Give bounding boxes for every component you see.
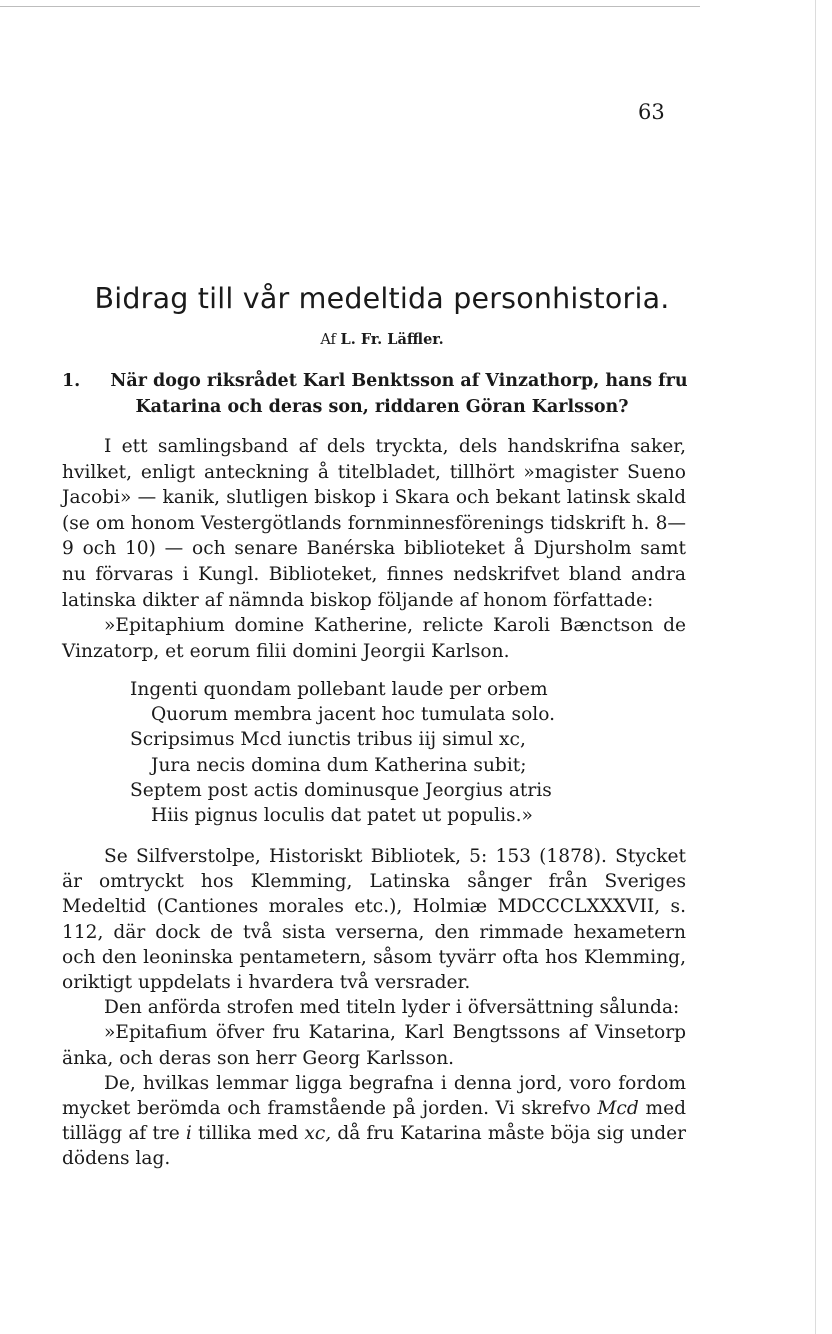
paragraph: »Epitafium öfver fru Katarina, Karl Bengtssons af Vinsetorp änka, och deras son herr Georg Karlsson.	[62, 1022, 686, 1069]
top-rule	[0, 6, 700, 7]
poem-line: Jura necis domina dum Katherina subit;	[151, 754, 527, 776]
text-run: De, hvilkas lemmar ligga begrafna i denna jord, voro fordom mycket berömda och framstående på jorden. Vi skrefvo	[62, 1072, 686, 1120]
paragraph: Den anförda strofen med titeln lyder i öfversättning sålunda:	[104, 997, 680, 1019]
paragraph: »Epitaphium domine Katherine, relicte Karoli Bænctson de Vinzatorp, et eorum filii domini Jeorgii Karlson.	[62, 615, 686, 662]
section-heading-line-2: Katarina och deras son, riddaren Göran Karlsson?	[135, 397, 629, 417]
author-name: L. Fr. Läffler.	[340, 331, 444, 348]
section-heading-line-1: När dogo riksrådet Karl Benktsson af Vinzathorp, hans fru	[110, 371, 688, 391]
paragraph: I ett samlingsband af dels tryckta, dels handskrifna saker, hvilket, enligt anteckning å titelbladet, tillhört »magister Sueno Jacobi» — kanik, slutligen biskop i Skara och bekant latinsk skald (se om honom Vestergötlands fornminnesförenings tidskrift h. 8—9 och 10) — och senare Banérska biblioteket å Djursholm samt nu förvaras i Kungl. Biblioteket, finnes nedskrifvet bland andra latinska dikter af nämnda biskop följande af honom författade:	[62, 436, 686, 611]
poem-line: Septem post actis dominusque Jeorgius atris	[130, 779, 552, 801]
poem-line: Ingenti quondam pollebant laude per orbem	[130, 679, 548, 700]
italic-term: Mcd	[597, 1098, 639, 1120]
text-run: då fru Katarina måste böja sig under dödens lag.	[62, 1123, 686, 1170]
body-text-top	[62, 434, 686, 664]
italic-term: xc,	[304, 1123, 332, 1145]
text-run: tillika med	[197, 1123, 299, 1145]
paragraph: Se Silfverstolpe, Historiskt Bibliotek, 5: 153 (1878). Stycket är omtryckt hos Klemming, Latinska sånger från Sveriges Medeltid (Cantiones morales etc.), Holmiæ MDCCCLXXXVII, s. 112, där dock de två sista verserna, den rimmade hexametern och den leoninska pentametern, såsom tyvärr ofta hos Klemming, oriktigt uppdelats i hvardera två versrader.	[62, 846, 686, 994]
text-run: med tillägg af tre	[62, 1098, 686, 1145]
body-text-bottom	[62, 844, 686, 1172]
page-number: 63	[638, 100, 665, 124]
byline	[62, 331, 702, 348]
paragraph	[62, 1071, 686, 1172]
latin-poem	[130, 677, 650, 828]
poem-line: Hiis pignus loculis dat patet ut populis.»	[151, 805, 533, 827]
poem-line: Quorum membra jacent hoc tumulata solo.	[151, 704, 556, 726]
italic-term: i	[185, 1123, 192, 1145]
article-title: Bidrag till vår medeltida personhistoria.	[94, 282, 670, 315]
page-edge-rule	[815, 0, 816, 1334]
section-number: 1.	[62, 371, 81, 391]
poem-line: Scripsimus Mcd iunctis tribus iij simul xc,	[130, 729, 526, 751]
byline-prefix: Af	[320, 332, 336, 348]
